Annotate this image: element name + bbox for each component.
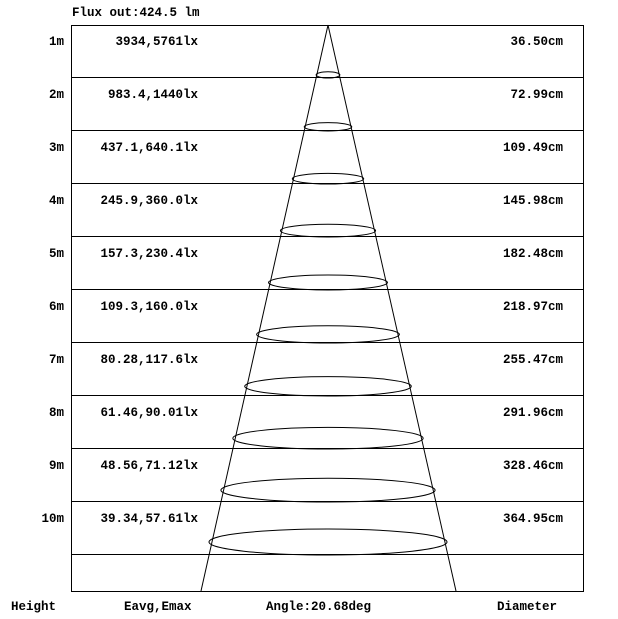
row-height-label: 6m — [48, 300, 64, 314]
row-illuminance-value: 437.1,640.1lx — [100, 141, 198, 155]
row-height-label: 1m — [48, 35, 64, 49]
cone-right-edge — [328, 25, 456, 591]
row-illuminance-value: 109.3,160.0lx — [100, 300, 198, 314]
row-height-label: 5m — [48, 247, 64, 261]
beam-cross-section-ellipse — [245, 377, 412, 396]
row-height-label: 2m — [48, 88, 64, 102]
row-illuminance-value: 61.46,90.01lx — [100, 406, 198, 420]
beam-cross-section-ellipse — [292, 173, 363, 184]
row-diameter-value: 36.50cm — [510, 35, 563, 49]
beam-cross-section-ellipse — [209, 529, 447, 555]
diameter-column-label: Diameter — [497, 600, 558, 614]
row-illuminance-value: 983.4,1440lx — [107, 88, 198, 102]
row-height-label: 3m — [48, 141, 64, 155]
row-diameter-value: 328.46cm — [502, 459, 563, 473]
row-height-label: 9m — [48, 459, 64, 473]
row-illuminance-value: 39.34,57.61lx — [100, 512, 198, 526]
beam-cross-section-ellipse — [269, 275, 388, 290]
beam-angle-label: Angle:20.68deg — [266, 600, 372, 614]
row-diameter-value: 255.47cm — [502, 353, 563, 367]
row-height-label: 4m — [48, 194, 64, 208]
row-diameter-value: 291.96cm — [502, 406, 563, 420]
row-diameter-value: 364.95cm — [502, 512, 563, 526]
beam-cross-section-ellipse — [233, 427, 423, 449]
row-diameter-value: 182.48cm — [502, 247, 563, 261]
illuminance-column-label: Eavg,Emax — [124, 600, 192, 614]
row-illuminance-value: 48.56,71.12lx — [100, 459, 198, 473]
row-diameter-value: 72.99cm — [510, 88, 563, 102]
cone-left-edge — [201, 25, 328, 591]
height-column-label: Height — [11, 600, 57, 614]
row-height-label: 10m — [41, 512, 64, 526]
row-diameter-value: 218.97cm — [502, 300, 563, 314]
row-diameter-value: 145.98cm — [502, 194, 563, 208]
beam-cross-section-ellipse — [280, 224, 375, 237]
row-height-label: 8m — [48, 406, 64, 420]
row-illuminance-value: 157.3,230.4lx — [100, 247, 198, 261]
flux-label: Flux out:424.5 lm — [72, 6, 200, 20]
row-illuminance-value: 3934,5761lx — [115, 35, 198, 49]
row-diameter-value: 109.49cm — [502, 141, 563, 155]
row-illuminance-value: 80.28,117.6lx — [100, 353, 198, 367]
row-height-label: 7m — [48, 353, 64, 367]
beam-cross-section-ellipse — [304, 123, 352, 131]
beam-cross-section-ellipse — [221, 478, 435, 502]
row-illuminance-value: 245.9,360.0lx — [100, 194, 198, 208]
beam-cross-section-ellipse — [257, 326, 400, 343]
